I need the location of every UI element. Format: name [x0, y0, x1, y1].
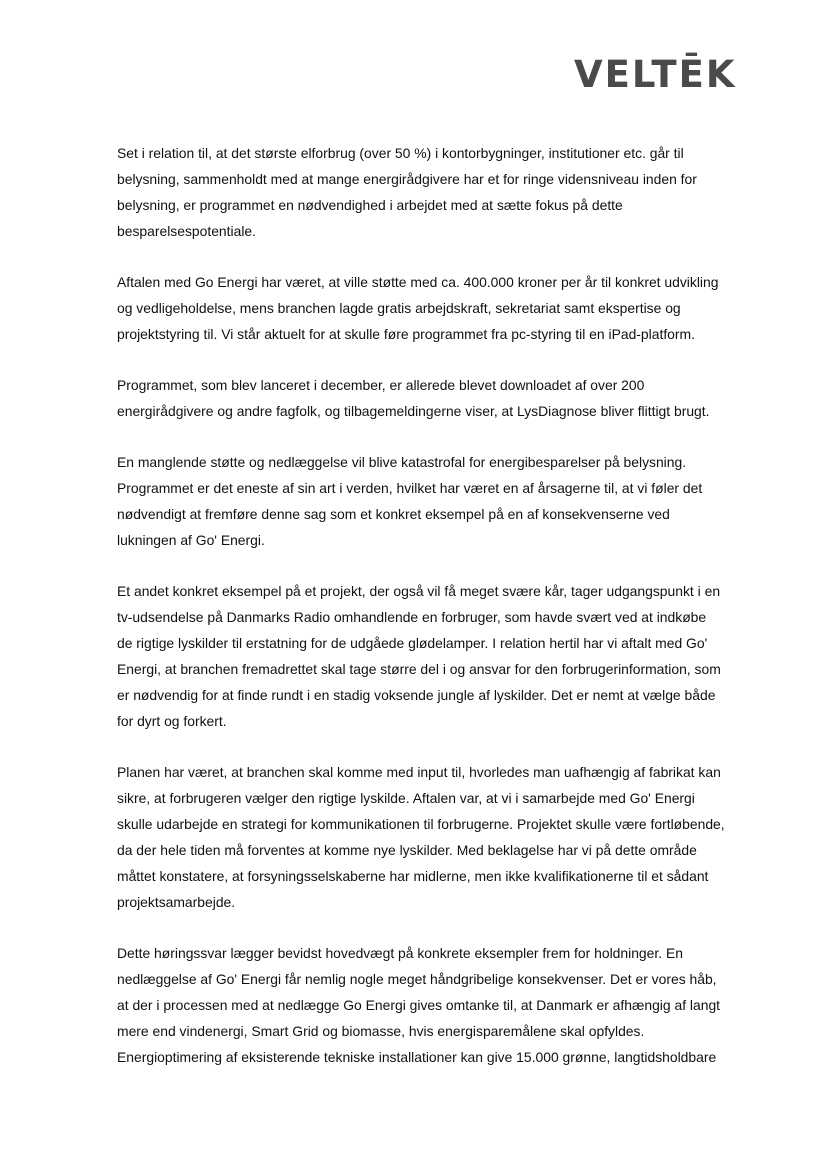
paragraph-4 [117, 449, 767, 553]
paragraph-2 [117, 269, 767, 347]
text-line: lukningen af Go' Energi. [117, 532, 265, 548]
text-line: er nødvendig for at finde rundt i en stadig voksende jungle af lyskilder. Det er nemt at vælge både [117, 687, 716, 703]
text-line: belysning, sammenholdt med at mange energirådgivere har et for ringe vidensniveau inden for [117, 171, 697, 187]
paragraph-3 [117, 372, 767, 424]
text-line: Energi, at branchen fremadrettet skal tage større del i og ansvar for den forbrugerinformation, som [117, 661, 721, 677]
paragraph-1 [117, 140, 767, 244]
text-line: mere end vindenergi, Smart Grid og biomasse, hvis energisparemålene skal opfyldes. [117, 1023, 645, 1039]
text-line: Set i relation til, at det største elforbrug (over 50 %) i kontorbygninger, institutioner etc. går til [117, 145, 684, 161]
text-line: skulle udarbejde en strategi for kommunikationen til forbrugerne. Projektet skulle være fortløbende, [117, 816, 725, 832]
text-line: Programmet, som blev lanceret i december, er allerede blevet downloadet af over 200 [117, 377, 645, 393]
text-line: da der hele tiden må forventes at komme nye lyskilder. Med beklagelse har vi på dette område [117, 842, 697, 858]
text-line: Programmet er det eneste af sin art i verden, hvilket har været en af årsagerne til, at vi føler det [117, 480, 703, 496]
text-line: Dette høringssvar lægger bevidst hovedvægt på konkrete eksempler frem for holdninger. En [117, 945, 683, 961]
text-line: nedlæggelse af Go' Energi får nemlig nogle meget håndgribelige konsekvenser. Det er vores håb, [117, 971, 717, 987]
text-line: de rigtige lyskilder til erstatning for de udgåede glødelamper. I relation hertil har vi aftalt med Go' [117, 635, 708, 651]
text-line: at der i processen med at nedlægge Go Energi gives omtanke til, at Danmark er afhængig af langt [117, 997, 721, 1013]
text-line: energirådgivere og andre fagfolk, og tilbagemeldingerne viser, at LysDiagnose bliver flittigt brugt. [117, 403, 710, 419]
text-line: En manglende støtte og nedlæggelse vil blive katastrofal for energibesparelser på belysning. [117, 454, 687, 470]
text-line: tv-udsendelse på Danmarks Radio omhandlende en forbruger, som havde svært ved at indkøbe [117, 609, 707, 625]
veltek-logo: VELTĒK [574, 53, 737, 96]
text-line: besparelsespotentiale. [117, 223, 257, 239]
text-line: Planen har været, at branchen skal komme med input til, hvorledes man uafhængig af fabrikat kan [117, 764, 721, 780]
text-line: projektstyring til. Vi står aktuelt for at skulle føre programmet fra pc-styring til en iPad-platform. [117, 326, 695, 342]
text-line: nødvendigt at fremføre denne sag som et konkret eksempel på en af konsekvenserne ved [117, 506, 670, 522]
text-line: projektsamarbejde. [117, 894, 236, 910]
text-line: Energioptimering af eksisterende tekniske installationer kan give 15.000 grønne, langtidsholdbare [117, 1049, 717, 1065]
text-line: belysning, er programmet en nødvendighed i arbejdet med at sætte fokus på dette [117, 197, 623, 213]
text-line: sikre, at forbrugeren vælger den rigtige lyskilde. Aftalen var, at vi i samarbejde med Go' Energi [117, 790, 695, 806]
text-line: Aftalen med Go Energi har været, at ville støtte med ca. 400.000 kroner per år til konkret udvikling [117, 274, 719, 290]
text-line: for dyrt og forkert. [117, 713, 227, 729]
letter-body [117, 140, 767, 1095]
text-line: måttet konstatere, at forsyningsselskaberne har midlerne, men ikke kvalifikationerne til et sådant [117, 868, 709, 884]
paragraph-7 [117, 940, 767, 1070]
text-line: og vedligeholdelse, mens branchen lagde gratis arbejdskraft, sekretariat samt ekspertise og [117, 300, 681, 316]
text-line: Et andet konkret eksempel på et projekt, der også vil få meget svære kår, tager udgangspunkt i en [117, 583, 721, 599]
paragraph-6 [117, 759, 767, 915]
paragraph-5 [117, 578, 767, 734]
